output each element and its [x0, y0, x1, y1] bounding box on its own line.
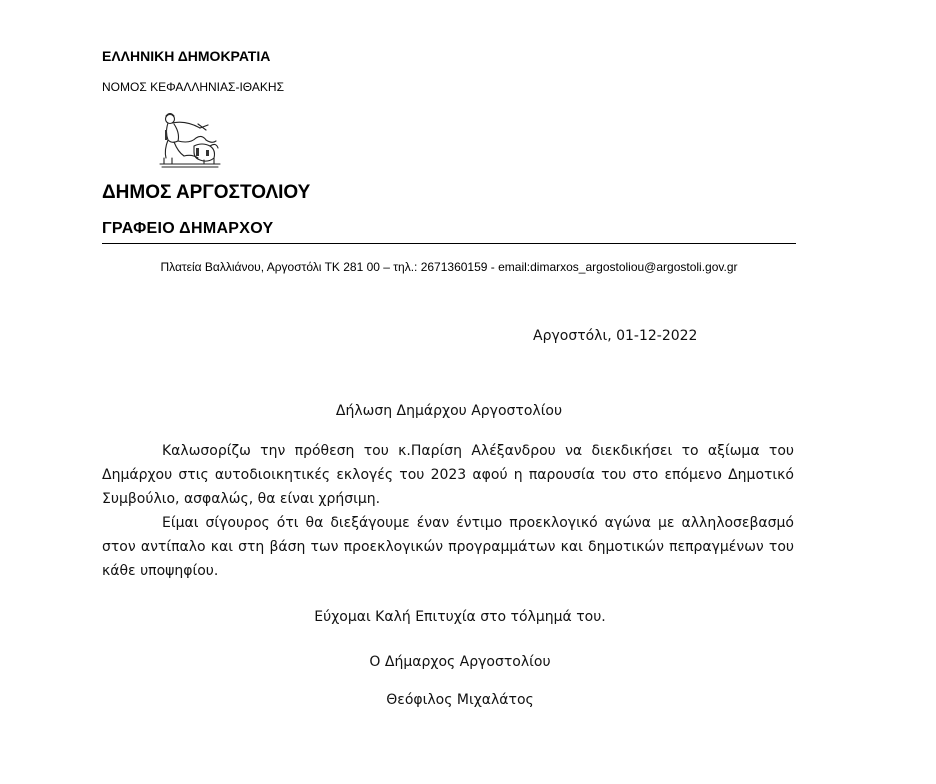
address-line: Πλατεία Βαλλιάνου, Αργοστόλι ΤΚ 281 00 – τηλ.: 2671360159 - email:dimarxos_argostoliou@argostoli.gov.gr	[160, 260, 738, 274]
signer-title: Ο Δήμαρχος Αργοστολίου	[369, 654, 551, 670]
header-divider	[102, 243, 796, 244]
paragraph-2: Είμαι σίγουρος ότι θα διεξάγουμε έναν έντιμο προεκλογικό αγώνα με αλληλοσεβασμό στον αντίπαλο και στη βάση των προεκλογικών προγραμμάτων και δημοτικών πεπραγμένων του κάθε υποψηφίου.	[102, 515, 794, 579]
republic-heading: ΕΛΛΗΝΙΚΗ ΔΗΜΟΚΡΑΤΙΑ	[102, 48, 271, 64]
statement-title: Δήλωση Δημάρχου Αργοστολίου	[335, 403, 563, 419]
prefecture-heading: ΝΟΜΟΣ ΚΕΦΑΛΛΗΝΙΑΣ-ΙΘΑΚΗΣ	[102, 80, 284, 94]
signer-name: Θεόφιλος Μιχαλάτος	[386, 692, 534, 708]
closing-line: Εύχομαι Καλή Επιτυχία στο τόλμημά του.	[314, 609, 606, 625]
hermes-emblem-icon	[156, 108, 224, 170]
office-title: ΓΡΑΦΕΙΟ ΔΗΜΑΡΧΟΥ	[102, 220, 274, 237]
letter-date: Αργοστόλι, 01-12-2022	[533, 328, 698, 344]
municipality-title: ΔΗΜΟΣ ΑΡΓΟΣΤΟΛΙΟΥ	[102, 182, 311, 203]
paragraph-1: Καλωσορίζω την πρόθεση του κ.Παρίση Αλέξανδρου να διεκδικήσει το αξίωμα του Δημάρχου στις αυτοδιοικητικές εκλογές του 2023 αφού η παρουσία του στο επόμενο Δημοτικό Συμβούλιο, ασφαλώς, θα είναι χρήσιμη.	[102, 443, 794, 507]
